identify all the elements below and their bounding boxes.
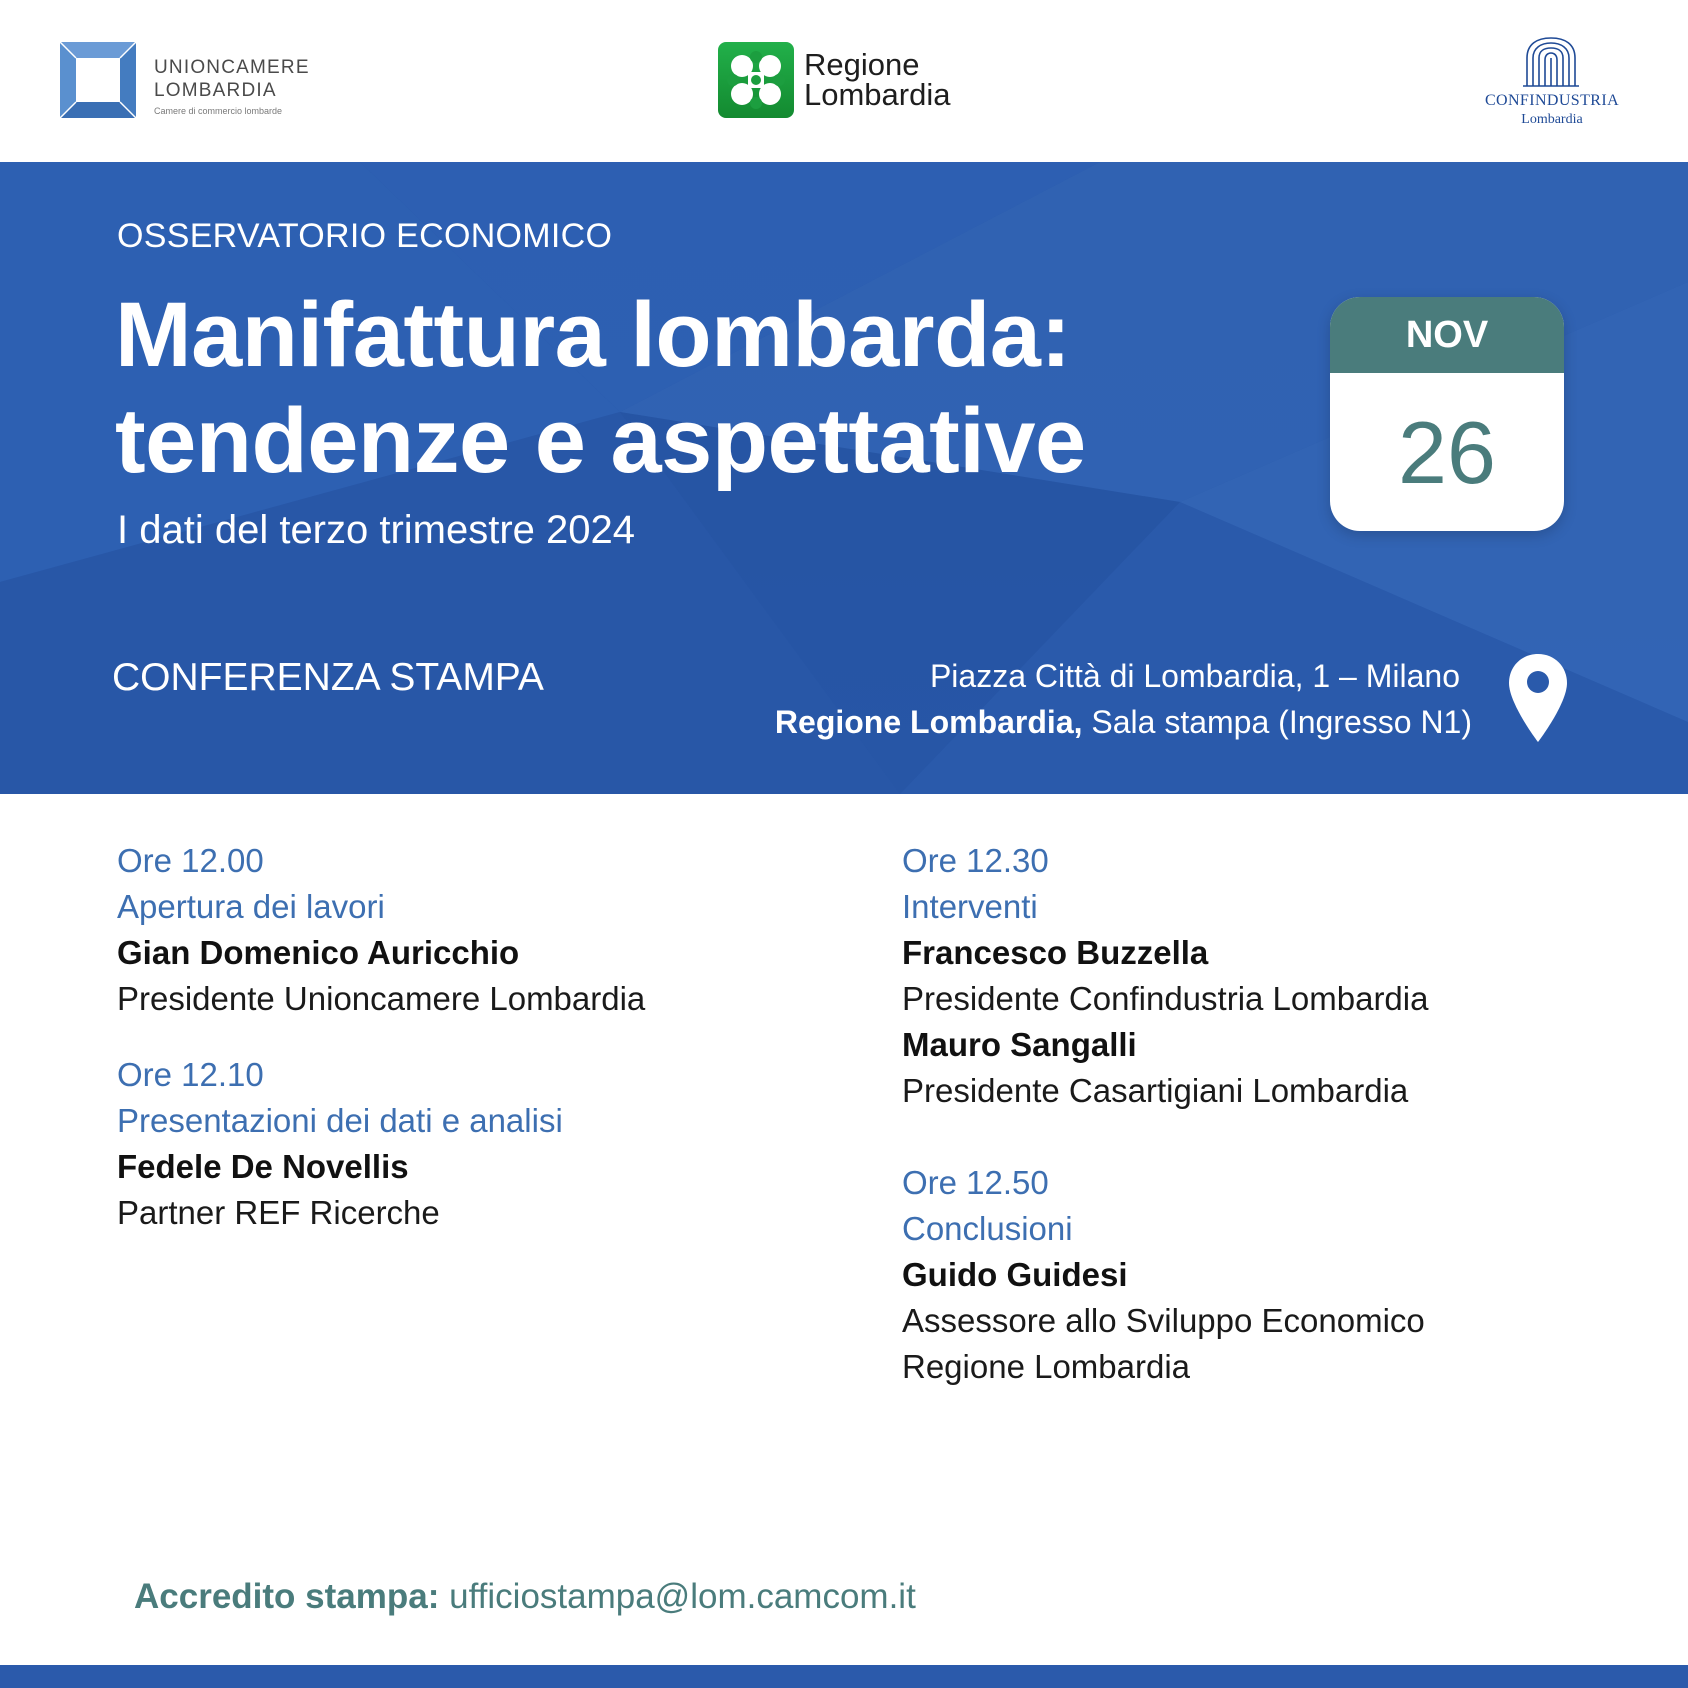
confindustria-region: Lombardia	[1521, 112, 1583, 127]
agenda-time: Ore 12.50	[902, 1164, 1049, 1201]
address-room: Sala stampa (Ingresso N1)	[1082, 704, 1472, 740]
speaker-role: Presidente Casartigiani Lombardia	[902, 1072, 1409, 1109]
address-line2	[775, 704, 1472, 741]
agenda-time: Ore 12.10	[117, 1056, 264, 1093]
hero-subtitle: I dati del terzo trimestre 2024	[117, 508, 636, 552]
unioncamere-logo	[60, 42, 320, 120]
confindustria-emblem-icon	[1523, 36, 1579, 88]
speaker-role-org: Regione Lombardia	[902, 1348, 1191, 1385]
confindustria-logo	[1470, 36, 1634, 132]
press-accreditation	[134, 1577, 916, 1617]
hero-title-line1: Manifattura lombarda:	[115, 284, 1071, 386]
speaker-name: Gian Domenico Auricchio	[117, 934, 520, 971]
date-month: NOV	[1330, 297, 1564, 373]
speaker-name: Francesco Buzzella	[902, 934, 1209, 971]
agenda-time: Ore 12.30	[902, 842, 1049, 879]
speaker-name: Mauro Sangalli	[902, 1026, 1137, 1063]
unioncamere-name	[154, 56, 310, 102]
speaker-role: Assessore allo Sviluppo Economico	[902, 1302, 1425, 1339]
regione-line1: Regione	[804, 47, 920, 82]
agenda-topic: Apertura dei lavori	[117, 888, 385, 925]
agenda-topic: Conclusioni	[902, 1210, 1073, 1247]
agenda-time: Ore 12.00	[117, 842, 264, 879]
regione-lombardia-logo	[718, 42, 998, 120]
unioncamere-line2: LOMBARDIA	[154, 80, 277, 101]
date-day: 26	[1398, 403, 1496, 502]
agenda-item	[902, 1160, 1622, 1390]
speaker-name: Guido Guidesi	[902, 1256, 1128, 1293]
speaker-role: Partner REF Ricerche	[117, 1194, 440, 1231]
hero-title	[115, 282, 1275, 494]
unioncamere-line1: UNIONCAMERE	[154, 57, 310, 78]
address-venue: Regione Lombardia,	[774, 704, 1083, 740]
unioncamere-tagline: Camere di commercio lombarde	[154, 106, 283, 116]
accreditation-label: Accredito stampa:	[134, 1577, 440, 1616]
regione-lombardia-name	[804, 47, 951, 112]
event-type: CONFERENZA STAMPA	[112, 656, 544, 699]
agenda-item	[902, 838, 1622, 1114]
agenda-item	[117, 1052, 837, 1236]
hero-kicker: OSSERVATORIO ECONOMICO	[117, 217, 613, 255]
date-calendar	[1330, 297, 1564, 531]
speaker-role: Presidente Confindustria Lombardia	[902, 980, 1429, 1017]
unioncamere-emblem-icon	[60, 42, 136, 118]
regione-rose-icon	[718, 42, 794, 118]
agenda-topic: Interventi	[902, 888, 1038, 925]
agenda-right-column	[902, 838, 1622, 1390]
regione-line2: Lombardia	[804, 77, 951, 112]
hero-title-line2: tendenze e aspettative	[115, 390, 1086, 492]
address-line1: Piazza Città di Lombardia, 1 – Milano	[929, 658, 1460, 694]
accreditation-email-link[interactable]: ufficiostampa@lom.camcom.it	[449, 1577, 916, 1616]
agenda-topic: Presentazioni dei dati e analisi	[117, 1102, 563, 1139]
speaker-role: Presidente Unioncamere Lombardia	[117, 980, 646, 1017]
agenda-left-column	[117, 838, 837, 1266]
confindustria-name: CONFINDUSTRIA	[1484, 92, 1620, 109]
location-pin-icon	[1507, 652, 1569, 744]
hero-banner	[0, 162, 1688, 794]
agenda-item	[117, 838, 837, 1022]
footer-bar	[0, 1665, 1688, 1688]
speaker-name: Fedele De Novellis	[117, 1148, 409, 1185]
